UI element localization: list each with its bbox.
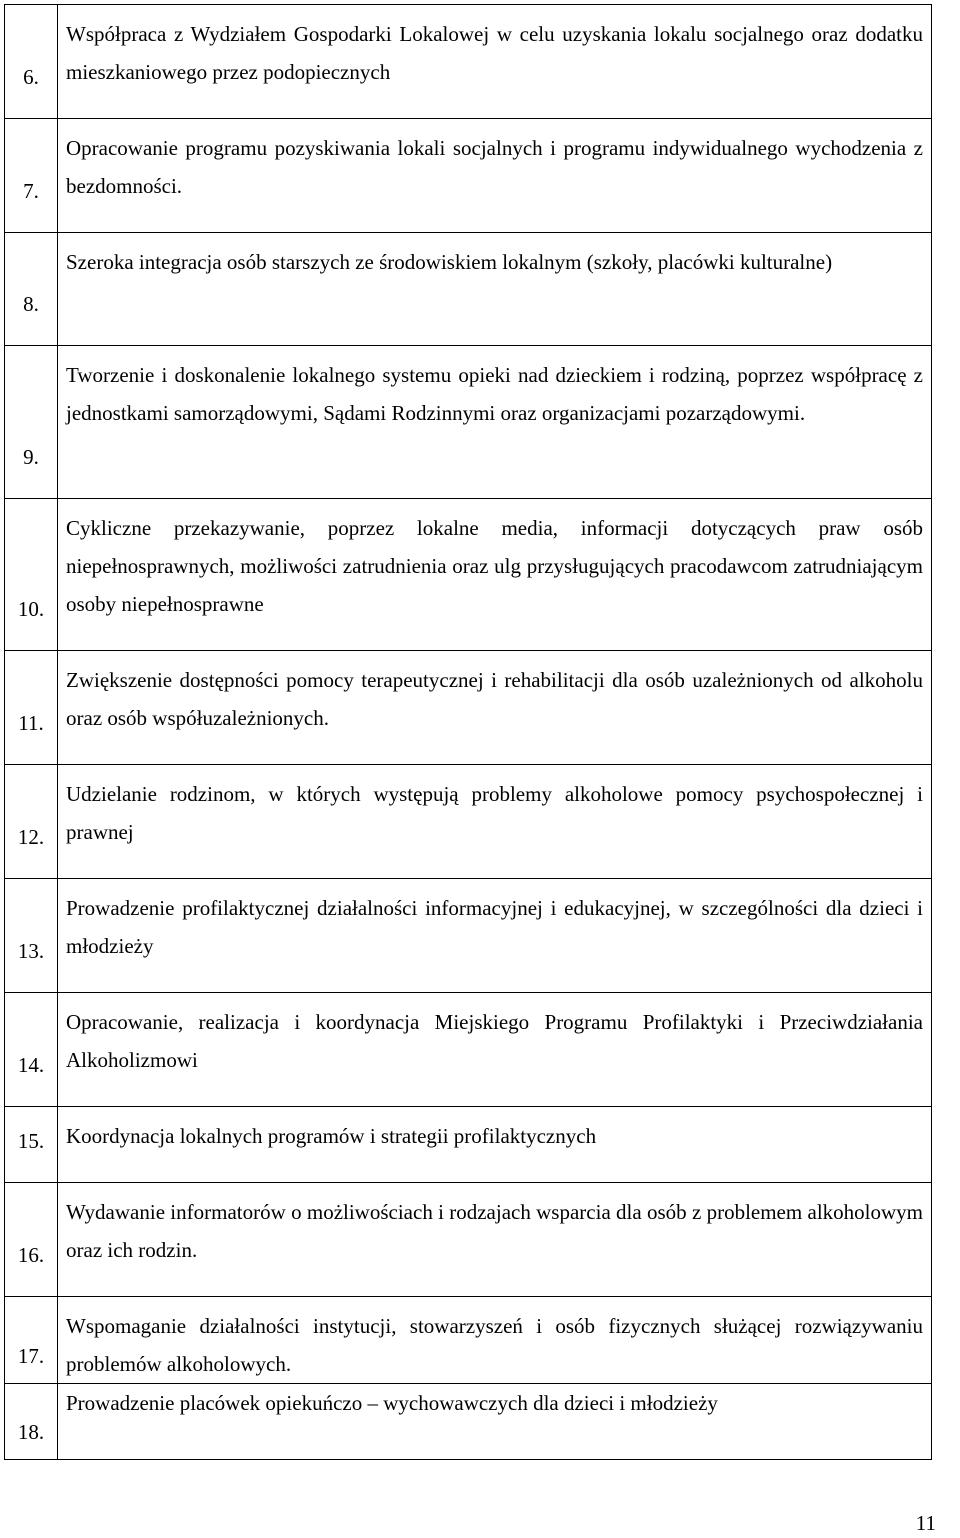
row-text: Udzielanie rodzinom, w których występują problemy alkoholowe pomocy psychospołecznej i prawnej — [58, 765, 932, 879]
row-text: Szeroka integracja osób starszych ze środowiskiem lokalnym (szkoły, placówki kulturalne) — [58, 233, 932, 346]
row-text: Tworzenie i doskonalenie lokalnego systemu opieki nad dzieckiem i rodziną, poprzez współpracę z jednostkami samorządowymi, Sądami Rodzinnymi oraz organizacjami pozarządowymi. — [58, 346, 932, 499]
table-row — [5, 346, 932, 499]
table-row — [5, 1183, 932, 1297]
row-text: Koordynacja lokalnych programów i strategii profilaktycznych — [58, 1107, 932, 1183]
row-text: Prowadzenie profilaktycznej działalności informacyjnej i edukacyjnej, w szczególności dla dzieci i młodzieży — [58, 879, 932, 993]
row-number: 14. — [5, 993, 58, 1107]
row-number: 7. — [5, 119, 58, 233]
table-row — [5, 651, 932, 765]
row-number: 10. — [5, 499, 58, 651]
row-number: 8. — [5, 233, 58, 346]
row-number: 18. — [5, 1384, 58, 1460]
table-row — [5, 1107, 932, 1183]
table-row — [5, 765, 932, 879]
table-row — [5, 879, 932, 993]
row-number: 11. — [5, 651, 58, 765]
row-text: Wydawanie informatorów o możliwościach i rodzajach wsparcia dla osób z problemem alkoholowym oraz ich rodzin. — [58, 1183, 932, 1297]
page-number: 11 — [915, 1511, 936, 1535]
table-row — [5, 993, 932, 1107]
row-number: 13. — [5, 879, 58, 993]
table-row — [5, 1297, 932, 1384]
row-text: Zwiększenie dostępności pomocy terapeutycznej i rehabilitacji dla osób uzależnionych od alkoholu oraz osób współuzależnionych. — [58, 651, 932, 765]
table-row — [5, 5, 932, 119]
row-text: Współpraca z Wydziałem Gospodarki Lokalowej w celu uzyskania lokalu socjalnego oraz dodatku mieszkaniowego przez podopiecznych — [58, 5, 932, 119]
row-text: Opracowanie programu pozyskiwania lokali socjalnych i programu indywidualnego wychodzenia z bezdomności. — [58, 119, 932, 233]
row-number: 16. — [5, 1183, 58, 1297]
row-text: Opracowanie, realizacja i koordynacja Miejskiego Programu Profilaktyki i Przeciwdziałania Alkoholizmowi — [58, 993, 932, 1107]
row-number: 17. — [5, 1297, 58, 1384]
row-text: Cykliczne przekazywanie, poprzez lokalne media, informacji dotyczących praw osób niepełnosprawnych, możliwości zatrudnienia oraz ulg przysługujących pracodawcom zatrudniającym osoby niepełnosprawne — [58, 499, 932, 651]
row-number: 15. — [5, 1107, 58, 1183]
row-text: Prowadzenie placówek opiekuńczo – wychowawczych dla dzieci i młodzieży — [58, 1384, 932, 1460]
tasks-table — [4, 4, 932, 1460]
row-number: 12. — [5, 765, 58, 879]
table-row — [5, 1384, 932, 1460]
table-row — [5, 499, 932, 651]
table-row — [5, 233, 932, 346]
row-number: 6. — [5, 5, 58, 119]
row-text: Wspomaganie działalności instytucji, stowarzyszeń i osób fizycznych służącej rozwiązywaniu problemów alkoholowych. — [58, 1297, 932, 1384]
table-row — [5, 119, 932, 233]
row-number: 9. — [5, 346, 58, 499]
